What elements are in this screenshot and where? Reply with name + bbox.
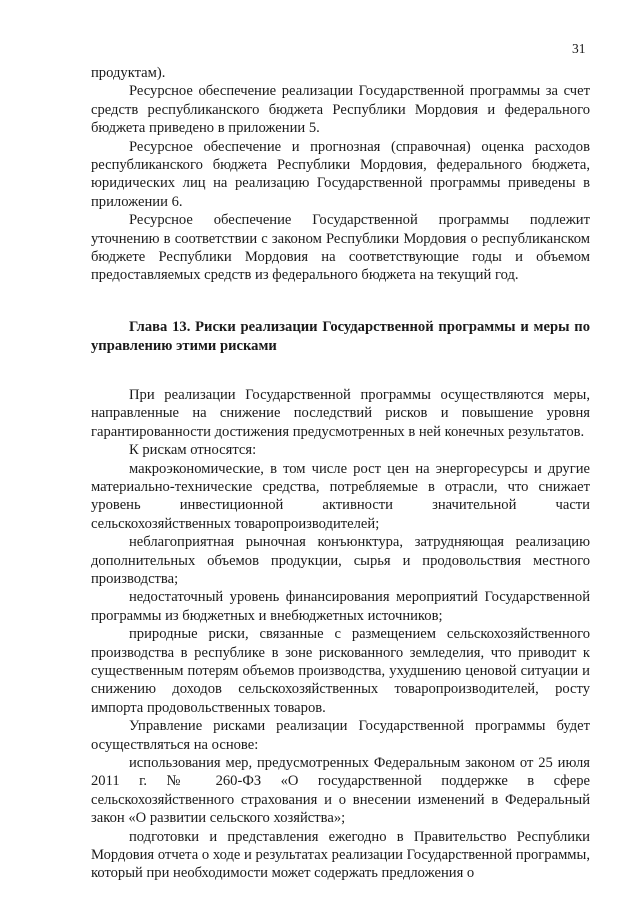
paragraph: Ресурсное обеспечение реализации Государственной программы за счет средств республиканского бюджета Республики Мордовия и федерального бюджета приведено в приложении 5. bbox=[91, 83, 590, 137]
paragraph: Ресурсное обеспечение и прогнозная (справочная) оценка расходов республиканского бюджета Республики Мордовия, федерального бюджета, юридических лиц на реализацию Государственной программы приведены в приложении 6. bbox=[91, 138, 590, 210]
paragraph: При реализации Государственной программы осуществляются меры, направленные на снижение последствий рисков и повышение уровня гарантированности достижения предусмотренных в ней конечных результатов. bbox=[91, 386, 590, 440]
list-item: недостаточный уровень финансирования мероприятий Государственной программы из бюджетных и внебюджетных источников; bbox=[91, 589, 590, 624]
paragraph: продуктам). bbox=[91, 65, 166, 81]
chapter-heading: Глава 13. Риски реализации Государственной программы и меры по управлению этими рисками bbox=[91, 318, 590, 354]
list-item: подготовки и представления ежегодно в Правительство Республики Мордовия отчета о ходе и результатах реализации Государственной программы, который при необходимости может содержать предложения о bbox=[91, 828, 590, 882]
paragraph: Управление рисками реализации Государственной программы будет осуществляться на основе: bbox=[91, 718, 590, 753]
list-item: макроэкономические, в том числе рост цен на энергоресурсы и другие материально-технические средства, потребляемые в отрасли, что снижает уровень инвестиционной активности значительной части сельскохозяйственных товаропроизводителей; bbox=[91, 460, 590, 532]
list-item: неблагоприятная рыночная конъюнктура, затрудняющая реализацию дополнительных объемов продукции, сырья и продовольствия местного производства; bbox=[91, 534, 590, 587]
list-item: природные риски, связанные с размещением сельскохозяйственного производства в республике в зоне рискованного земледелия, что приводит к существенным потерям объемов производства, ухудшению ценовой ситуации и снижению доходов сельскохозяйственных товаропроизводителей, росту импорта продовольственных товаров. bbox=[91, 626, 590, 716]
list-item: использования мер, предусмотренных Федеральным законом от 25 июля 2011 г. № 260-ФЗ «О государственной поддержке в сфере сельскохозяйственного страхования и о внесении изменений в Федеральный закон «О развитии сельского хозяйства»; bbox=[91, 755, 590, 827]
paragraph: К рискам относятся: bbox=[129, 442, 257, 459]
page-body bbox=[91, 64, 590, 883]
paragraph: Ресурсное обеспечение Государственной программы подлежит уточнению в соответствии с законом Республики Мордовия о республиканском бюджете Республики Мордовия на соответствующие годы и объемом предоставляемых средств из федерального бюджета на текущий год. bbox=[91, 212, 590, 284]
page-number: 31 bbox=[572, 41, 586, 56]
